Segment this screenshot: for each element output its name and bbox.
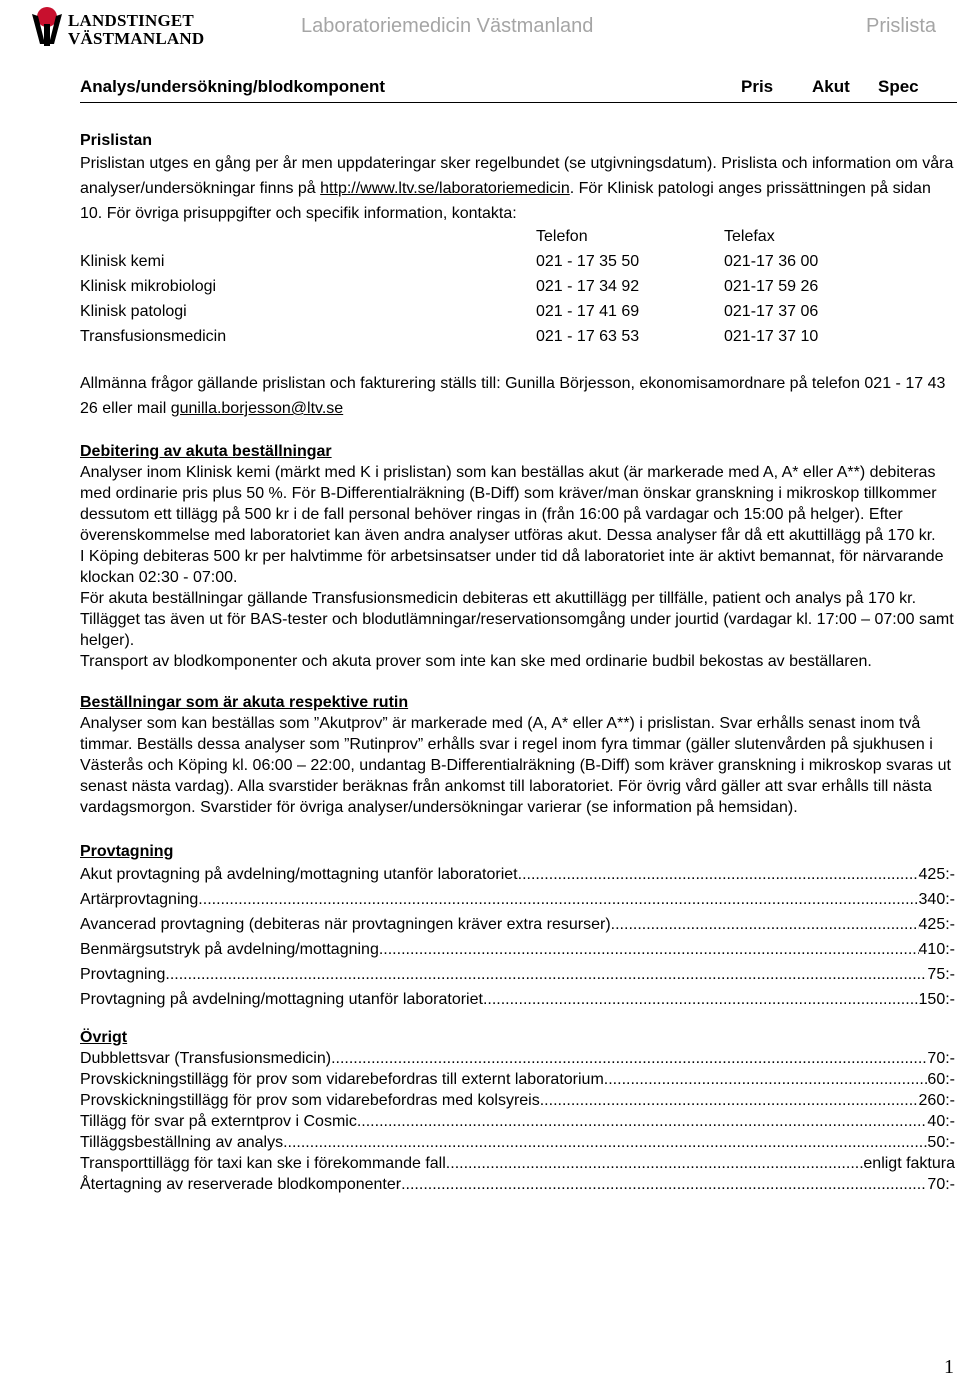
price-item-value: 75:-	[927, 966, 955, 983]
list-item	[80, 1132, 955, 1153]
contact-fax: 021-17 37 10	[724, 328, 819, 345]
price-item-value: 40:-	[927, 1113, 955, 1130]
landstinget-logo	[28, 4, 205, 50]
list-item	[80, 962, 955, 987]
price-item-value: 425:-	[918, 916, 955, 933]
price-item-label: Provskickningstillägg för prov som vidarebefordras till externt laboratorium	[80, 1071, 604, 1088]
price-item-label: Provtagning på avdelning/mottagning utanför laboratoriet	[80, 991, 483, 1008]
table-row	[80, 276, 818, 301]
column-header-price: Pris	[741, 77, 774, 96]
price-item-value: 70:-	[927, 1050, 955, 1067]
header-title: Laboratoriemedicin Västmanland	[301, 15, 594, 37]
list-item	[80, 1069, 955, 1090]
ovrigt-list	[80, 1048, 955, 1195]
list-item	[80, 862, 955, 887]
price-item-label: Akut provtagning på avdelning/mottagning utanför laboratoriet	[80, 866, 518, 883]
price-item-label: Tillägg för svar på externtprov i Cosmic	[80, 1113, 357, 1130]
intro-heading: Prislistan	[80, 132, 153, 149]
contact-dept: Klinisk kemi	[80, 253, 165, 270]
list-item	[80, 1174, 955, 1195]
price-item-value: 60:-	[927, 1071, 955, 1088]
price-item-label: Benmärgsutstryk på avdelning/mottagning	[80, 941, 379, 958]
logo-line1: LANDSTINGET	[68, 11, 194, 30]
acute-billing-paragraph: I Köping debiteras 500 kr per halvtimme för arbetsinsatser under tid då laboratoriet inte är aktivt bemannat, för närvarande klockan 02:30 - 07:00.	[80, 548, 944, 586]
list-item	[80, 1090, 955, 1111]
contact-fax: 021-17 37 06	[724, 303, 819, 320]
acute-billing-paragraph: Transport av blodkomponenter och akuta prover som inte kan ske med ordinarie budbil bekostas av beställaren.	[80, 653, 872, 670]
contact-phone: 021 - 17 34 92	[536, 278, 640, 295]
price-item-value: 70:-	[927, 1176, 955, 1193]
list-item	[80, 1048, 955, 1069]
acute-routine-paragraph: Analyser som kan beställas som ”Akutprov” är markerade med (A, A* eller A**) i prislistan. Svar erhålls senast inom två timmar. Beställs dessa analyser som ”Rutinprov” erhålls svar i regel inom fyra timmar (gäller slutenvården på sjukhusen i Västerås och Köping kl. 06:00 – 22:00, undantag B-Differentialräkning (B-Diff) som kräver granskning i mikroskop svaras ut senast nästa vardag). Alla svarstider beräknas från ankomst till laboratoriet. För övrig vård gäller att svar erhålls till nästa vardagsmorgon. Svarstider för övriga analyser/undersökningar varierar (se information på hemsidan).	[80, 715, 951, 816]
intro-text-end: . För Klinisk patologi anges prissättningen på sidan 10. För övriga prisuppgifter och specifik information, kontakta:	[80, 180, 931, 222]
column-header-analysis: Analys/undersökning/blodkomponent	[80, 77, 386, 96]
contact-col-dept	[80, 226, 536, 251]
price-leader	[331, 1048, 927, 1069]
price-leader	[357, 1111, 928, 1132]
price-leader	[611, 912, 919, 937]
price-leader	[401, 1174, 927, 1195]
contact-phone: 021 - 17 41 69	[536, 303, 640, 320]
acute-billing-paragraph: För akuta beställningar gällande Transfusionsmedicin debiteras ett akuttillägg per tillfälle, patient och analys på 170 kr. Tillägget tas även ut för BAS-tester och blodutlämningar/reservationsomgång under jourtid (vardagar kl. 17:00 – 07:00 samt helger).	[80, 590, 954, 649]
price-item-label: Provtagning	[80, 966, 166, 983]
general-questions-text: Allmänna frågor gällande prislistan och fakturering ställs till: Gunilla Börjesson, ekonomisamordnare på telefon 021 - 17 43 26 eller mail	[80, 375, 946, 417]
contact-table-header	[80, 226, 818, 251]
price-item-value: 260:-	[918, 1092, 955, 1109]
email-link[interactable]: gunilla.borjesson@ltv.se	[170, 400, 344, 417]
price-item-label: Dubblettsvar (Transfusionsmedicin)	[80, 1050, 332, 1067]
page-content	[80, 128, 955, 1195]
contact-phone: 021 - 17 35 50	[536, 253, 640, 270]
price-leader	[198, 887, 918, 912]
provtagning-list	[80, 862, 955, 1012]
price-item-label: Tilläggsbeställning av analys	[80, 1134, 284, 1151]
general-questions	[80, 371, 955, 421]
list-item	[80, 1111, 955, 1132]
list-item	[80, 987, 955, 1012]
contact-col-phone: Telefon	[536, 228, 588, 245]
price-item-value: 340:-	[918, 891, 955, 908]
price-item-label: Provskickningstillägg för prov som vidarebefordras med kolsyreis	[80, 1092, 540, 1109]
price-leader	[379, 937, 919, 962]
price-item-label: Avancerad provtagning (debiteras när provtagningen kräver extra resurser)	[80, 916, 611, 933]
price-item-value: 50:-	[927, 1134, 955, 1151]
intro-text-start: Prislistan utges en gång per år men uppdateringar sker regelbundet (se utgivningsdatum). Prislista och information om våra analyser/undersökningar finns på	[80, 155, 954, 197]
list-item	[80, 887, 955, 912]
price-leader	[604, 1069, 928, 1090]
table-row	[80, 326, 818, 351]
contact-fax: 021-17 36 00	[724, 253, 819, 270]
logo-emblem-icon	[28, 4, 66, 48]
price-leader	[483, 987, 919, 1012]
price-leader	[518, 862, 919, 887]
logo-line2: VÄSTMANLAND	[68, 29, 205, 48]
acute-billing-heading: Debitering av akuta beställningar	[80, 443, 332, 460]
column-header-spec: Spec	[878, 77, 919, 96]
price-item-value: 425:-	[918, 866, 955, 883]
column-header-acute: Akut	[812, 77, 850, 96]
price-leader	[165, 962, 927, 987]
contact-col-fax: Telefax	[724, 228, 775, 245]
price-leader	[283, 1132, 927, 1153]
page-number: 1	[944, 1356, 954, 1378]
price-item-label: Transporttillägg för taxi kan ske i förekommande fall	[80, 1155, 446, 1172]
table-row	[80, 251, 818, 276]
contact-table	[80, 226, 818, 351]
price-item-label: Artärprovtagning	[80, 891, 199, 908]
price-item-value: enligt faktura	[863, 1155, 955, 1172]
list-item	[80, 912, 955, 937]
intro-paragraph	[80, 151, 955, 226]
contact-dept: Klinisk mikrobiologi	[80, 278, 217, 295]
header-doc-type: Prislista	[865, 15, 936, 37]
price-item-label: Återtagning av reserverade blodkomponenter	[80, 1176, 402, 1193]
list-item	[80, 1153, 955, 1174]
contact-phone: 021 - 17 63 53	[536, 328, 640, 345]
ovrigt-heading: Övrigt	[80, 1029, 128, 1046]
provtagning-heading: Provtagning	[80, 843, 174, 860]
contact-fax: 021-17 59 26	[724, 278, 819, 295]
price-leader	[446, 1153, 864, 1174]
contact-dept: Transfusionsmedicin	[80, 328, 227, 345]
table-row	[80, 301, 818, 326]
header-rule	[80, 102, 957, 103]
price-item-value: 150:-	[918, 991, 955, 1008]
list-item	[80, 937, 955, 962]
website-link[interactable]: http://www.ltv.se/laboratoriemedicin	[320, 180, 570, 197]
acute-billing-paragraph: Analyser inom Klinisk kemi (märkt med K i prislistan) som kan beställas akut (är markerade med A, A* eller A**) debiteras med ordinarie pris plus 50 %. För B-Differentialräkning (B-Diff) som kräver/man önskar granskning i mikroskop tillkommer dessutom ett tillägg på 500 kr i de fall personal behöver ringas in (från 16:00 på vardagar och 15:00 på helger). Efter överenskommelse med laboratoriet kan även andra analyser utföras akut. Dessa analyser får då ett akuttillägg på 170 kr.	[80, 464, 937, 544]
contact-dept: Klinisk patologi	[80, 303, 187, 320]
price-item-value: 410:-	[918, 941, 955, 958]
price-leader	[540, 1090, 919, 1111]
acute-routine-heading: Beställningar som är akuta respektive rutin	[80, 694, 409, 711]
